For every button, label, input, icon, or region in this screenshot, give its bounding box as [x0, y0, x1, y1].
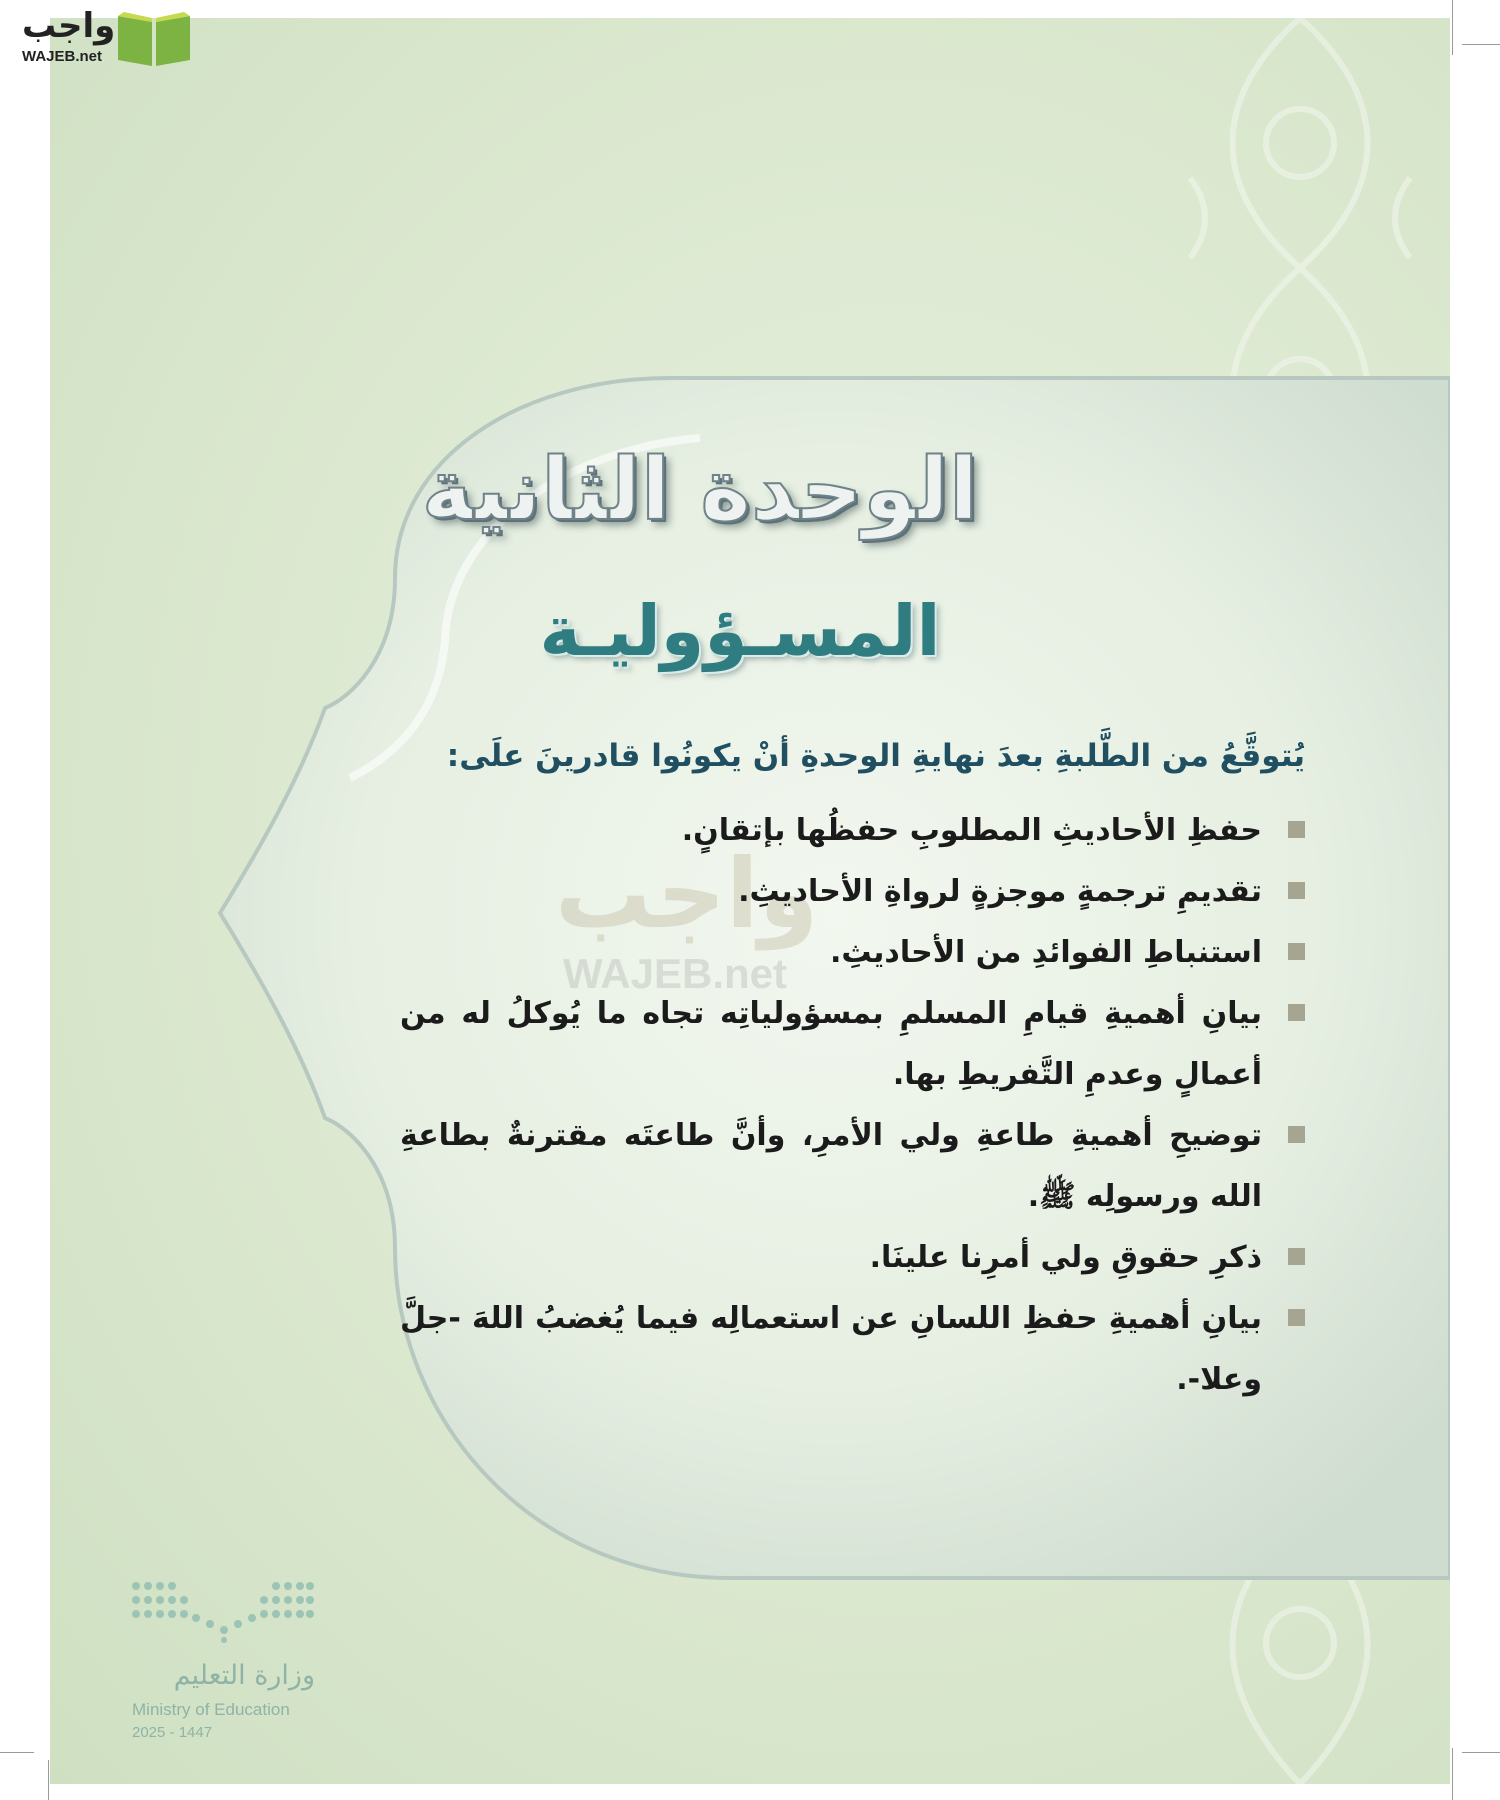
objective-text: توضيحِ أهميةِ طاعةِ ولي الأمرِ، وأنَّ طاعتَه مقترنةٌ بطاعةِ الله ورسولِه ﷺ.	[400, 1118, 1262, 1214]
list-item	[400, 861, 1305, 922]
list-item	[400, 1105, 1305, 1227]
objective-text: ذكرِ حقوقِ ولي أمرِنا علينَا.	[869, 1240, 1262, 1275]
crop-mark	[0, 1752, 34, 1753]
objective-text: تقديمِ ترجمةٍ موجزةٍ لرواةِ الأحاديثِ.	[738, 874, 1262, 909]
list-item	[400, 922, 1305, 983]
ministry-logo	[130, 1578, 330, 1748]
square-bullet-icon	[1288, 882, 1305, 899]
ministry-name-en: Ministry of Education	[132, 1700, 290, 1719]
ministry-name-ar: وزارة التعليم	[173, 1660, 315, 1691]
crop-mark	[48, 1760, 49, 1800]
unit-subtitle: المسـؤوليـة	[539, 590, 941, 672]
ministry-dots-icon	[130, 1578, 315, 1643]
wajeb-logo[interactable]	[10, 4, 195, 68]
objective-text: حفظِ الأحاديثِ المطلوبِ حفظُها بإتقانٍ.	[681, 813, 1262, 848]
list-item	[400, 1227, 1305, 1288]
wajeb-logo-text: واجب	[22, 6, 116, 46]
crop-mark	[1452, 0, 1453, 55]
square-bullet-icon	[1288, 1004, 1305, 1021]
crop-mark	[1462, 1752, 1500, 1753]
square-bullet-icon	[1288, 1309, 1305, 1326]
square-bullet-icon	[1288, 1248, 1305, 1265]
square-bullet-icon	[1288, 821, 1305, 838]
wajeb-logo-domain: WAJEB.net	[22, 48, 103, 65]
watermark-text: واجب	[555, 838, 819, 950]
objective-text: استنباطِ الفوائدِ من الأحاديثِ.	[830, 935, 1262, 970]
open-book-icon	[114, 8, 194, 68]
square-bullet-icon	[1288, 1126, 1305, 1143]
list-item	[400, 983, 1305, 1105]
list-item	[400, 800, 1305, 861]
objectives-intro: يُتوقَّعُ من الطَّلبةِ بعدَ نهايةِ الوحدةِ أنْ يكونُوا قادرينَ علَى:	[446, 738, 1305, 774]
ministry-year: 2025 - 1447	[132, 1724, 213, 1741]
watermark-domain: WAJEB.net	[563, 950, 788, 997]
objective-text: بيانِ أهميةِ حفظِ اللسانِ عن استعمالِه فيما يُغضبُ اللهَ -جلَّ وعلا-.	[400, 1301, 1262, 1397]
unit-title: الوحدة الثانية	[421, 440, 979, 540]
crop-mark	[1452, 1748, 1453, 1800]
list-item	[400, 1288, 1305, 1410]
objective-text: بيانِ أهميةِ قيامِ المسلمِ بمسؤولياتِه تجاه ما يُوكلُ له من أعمالٍ وعدمِ التَّفريطِ بها.	[400, 996, 1262, 1092]
square-bullet-icon	[1288, 943, 1305, 960]
objectives-list	[400, 800, 1305, 1410]
crop-mark	[1462, 44, 1500, 45]
